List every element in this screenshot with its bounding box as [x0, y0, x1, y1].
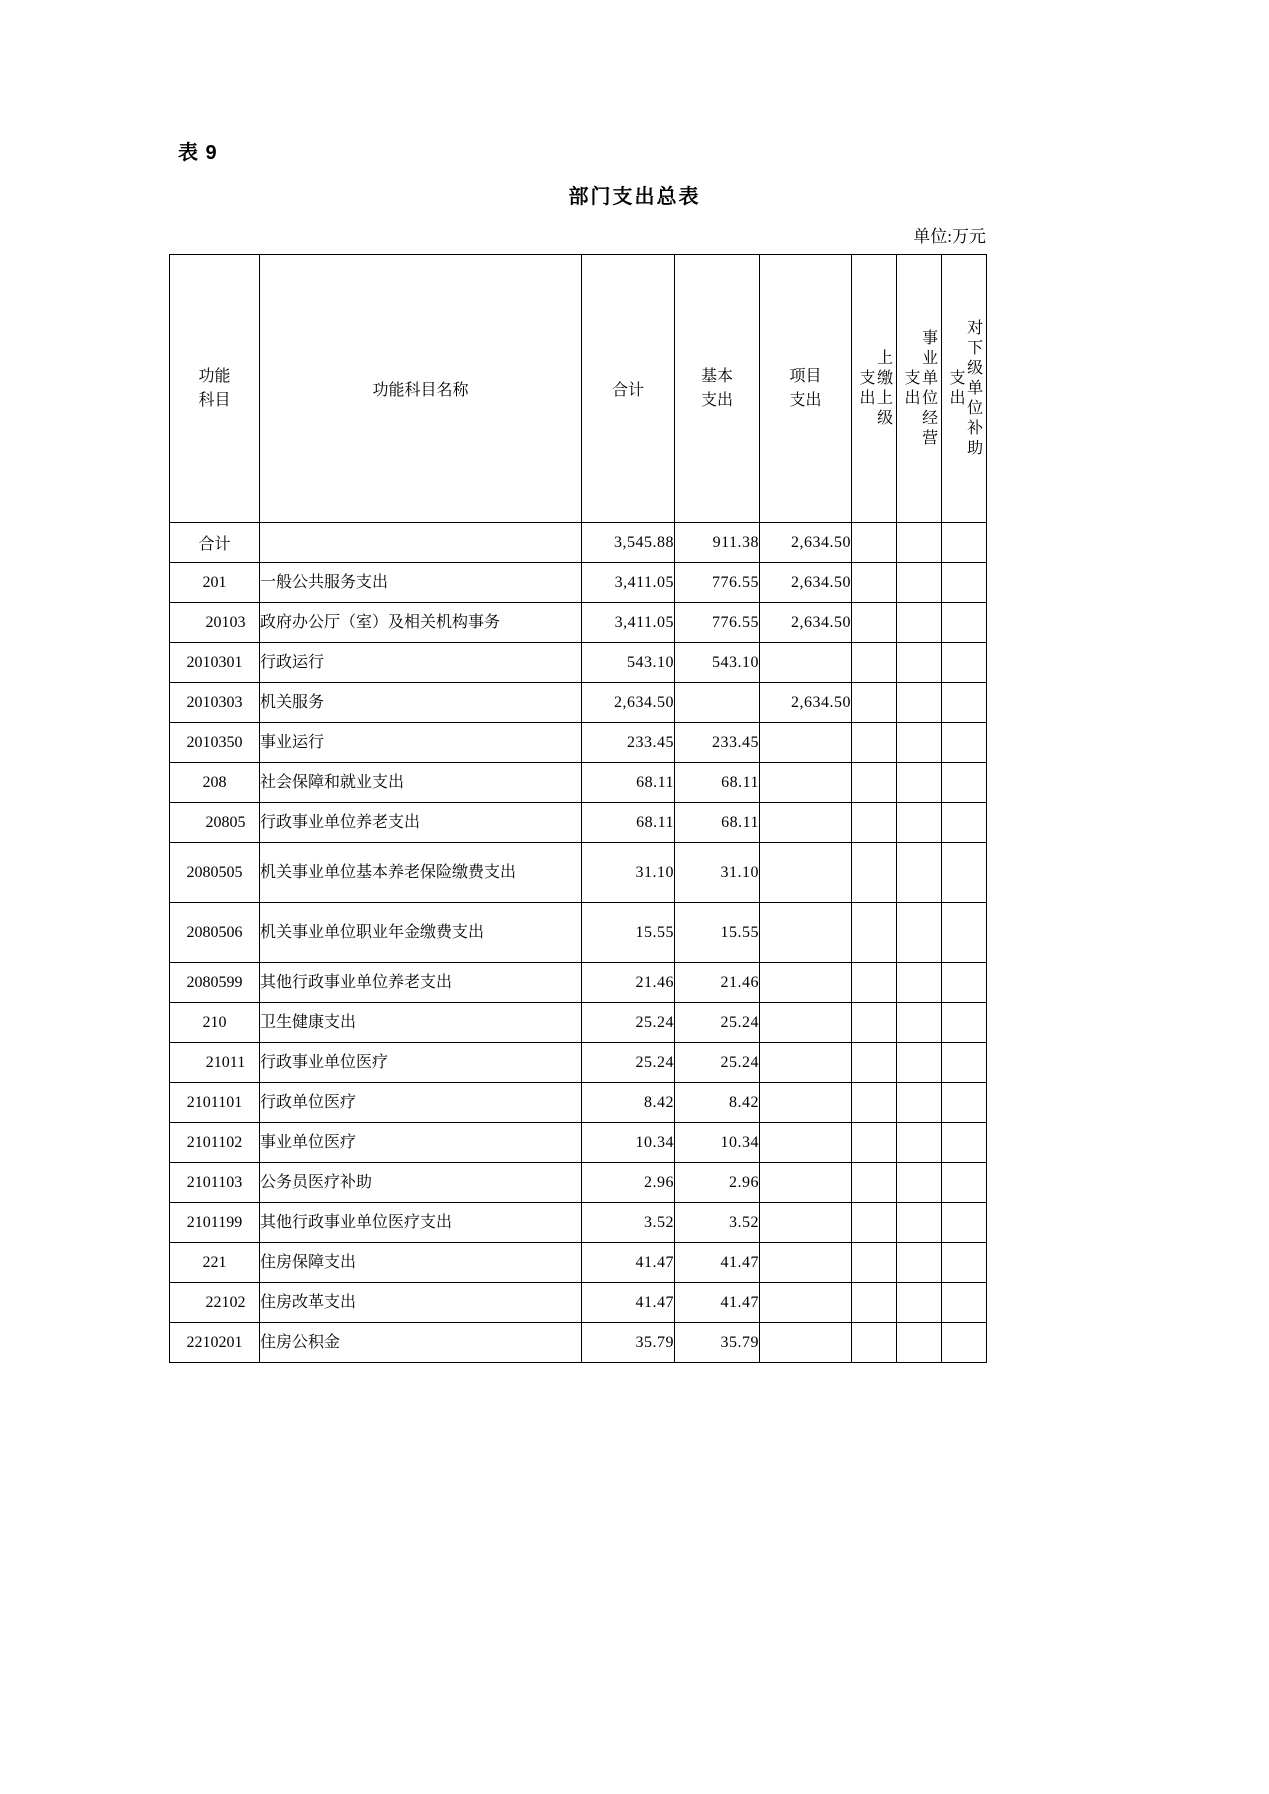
header-biz-line2: 支出	[902, 368, 919, 409]
table-row	[170, 563, 987, 603]
header-biz-line1: 事业单位经营	[919, 328, 937, 449]
cell-business-operation	[897, 843, 942, 903]
page-title: 部门支出总表	[568, 186, 701, 208]
cell-business-operation	[897, 643, 942, 683]
table-row	[170, 1043, 987, 1083]
header-cell-sub	[942, 255, 987, 523]
cell-function-name	[260, 523, 582, 563]
cell-upper-remittance	[852, 1003, 897, 1043]
cell-project-expenditure	[760, 1123, 852, 1163]
cell-function-code: 20805	[170, 803, 260, 843]
cell-subordinate-subsidy	[942, 603, 987, 643]
cell-function-name: 行政事业单位医疗	[260, 1043, 582, 1083]
cell-function-code: 2101102	[170, 1123, 260, 1163]
cell-basic-expenditure: 25.24	[675, 1043, 760, 1083]
cell-total: 68.11	[582, 763, 675, 803]
cell-subordinate-subsidy	[942, 803, 987, 843]
cell-upper-remittance	[852, 683, 897, 723]
cell-function-code: 2010303	[170, 683, 260, 723]
cell-business-operation	[897, 1243, 942, 1283]
header-cell-basic	[675, 255, 760, 523]
table-row	[170, 1123, 987, 1163]
cell-subordinate-subsidy	[942, 843, 987, 903]
cell-upper-remittance	[852, 723, 897, 763]
cell-function-code: 201	[170, 563, 260, 603]
header-cell-name: 功能科目名称	[260, 255, 582, 523]
header-cell-total: 合计	[582, 255, 675, 523]
cell-project-expenditure	[760, 1163, 852, 1203]
cell-function-name: 其他行政事业单位医疗支出	[260, 1203, 582, 1243]
cell-upper-remittance	[852, 763, 897, 803]
cell-function-name: 住房公积金	[260, 1323, 582, 1363]
table-body	[170, 523, 987, 1363]
cell-business-operation	[897, 1163, 942, 1203]
header-project-line1: 项目	[789, 368, 822, 386]
cell-total: 35.79	[582, 1323, 675, 1363]
cell-function-code: 20103	[170, 603, 260, 643]
cell-total: 3,545.88	[582, 523, 675, 563]
cell-subordinate-subsidy	[942, 1003, 987, 1043]
cell-upper-remittance	[852, 1243, 897, 1283]
cell-business-operation	[897, 683, 942, 723]
cell-project-expenditure: 2,634.50	[760, 603, 852, 643]
cell-project-expenditure	[760, 723, 852, 763]
cell-basic-expenditure: 10.34	[675, 1123, 760, 1163]
cell-project-expenditure	[760, 1203, 852, 1243]
cell-function-name: 行政事业单位养老支出	[260, 803, 582, 843]
cell-upper-remittance	[852, 1123, 897, 1163]
cell-basic-expenditure: 68.11	[675, 803, 760, 843]
header-project-line2: 支出	[789, 391, 822, 409]
cell-function-code: 221	[170, 1243, 260, 1283]
cell-basic-expenditure: 41.47	[675, 1243, 760, 1283]
cell-function-code: 2010301	[170, 643, 260, 683]
cell-project-expenditure	[760, 1043, 852, 1083]
table-row	[170, 763, 987, 803]
cell-total: 3,411.05	[582, 563, 675, 603]
cell-business-operation	[897, 1083, 942, 1123]
cell-subordinate-subsidy	[942, 643, 987, 683]
cell-subordinate-subsidy	[942, 963, 987, 1003]
table-row	[170, 843, 987, 903]
cell-basic-expenditure: 543.10	[675, 643, 760, 683]
cell-upper-remittance	[852, 603, 897, 643]
cell-upper-remittance	[852, 903, 897, 963]
cell-subordinate-subsidy	[942, 1323, 987, 1363]
cell-total: 2.96	[582, 1163, 675, 1203]
cell-function-name: 事业单位医疗	[260, 1123, 582, 1163]
cell-basic-expenditure: 25.24	[675, 1003, 760, 1043]
cell-basic-expenditure: 31.10	[675, 843, 760, 903]
table-row	[170, 1243, 987, 1283]
unit-note: 单位:万元	[913, 227, 986, 246]
cell-total: 8.42	[582, 1083, 675, 1123]
header-cell-project	[760, 255, 852, 523]
cell-total: 10.34	[582, 1123, 675, 1163]
cell-function-code: 2080599	[170, 963, 260, 1003]
header-code-line1: 功能	[198, 368, 231, 386]
cell-total: 543.10	[582, 643, 675, 683]
cell-basic-expenditure: 2.96	[675, 1163, 760, 1203]
cell-upper-remittance	[852, 1283, 897, 1323]
table-label: 表 9	[178, 142, 218, 164]
cell-subordinate-subsidy	[942, 1163, 987, 1203]
cell-total: 25.24	[582, 1003, 675, 1043]
cell-total: 41.47	[582, 1243, 675, 1283]
cell-function-name: 机关服务	[260, 683, 582, 723]
cell-business-operation	[897, 1283, 942, 1323]
table-row	[170, 683, 987, 723]
cell-function-code: 2080506	[170, 903, 260, 963]
table-row	[170, 1203, 987, 1243]
cell-project-expenditure	[760, 903, 852, 963]
cell-upper-remittance	[852, 963, 897, 1003]
cell-function-name: 行政运行	[260, 643, 582, 683]
header-upper-line1: 上缴上级	[874, 348, 892, 429]
cell-upper-remittance	[852, 1043, 897, 1083]
cell-total: 2,634.50	[582, 683, 675, 723]
table-row	[170, 723, 987, 763]
cell-function-code: 22102	[170, 1283, 260, 1323]
cell-business-operation	[897, 723, 942, 763]
cell-function-code: 2101103	[170, 1163, 260, 1203]
cell-business-operation	[897, 1203, 942, 1243]
cell-subordinate-subsidy	[942, 1203, 987, 1243]
cell-upper-remittance	[852, 643, 897, 683]
header-sub-line1: 对下级单位补助	[964, 318, 982, 459]
cell-subordinate-subsidy	[942, 563, 987, 603]
cell-basic-expenditure: 776.55	[675, 563, 760, 603]
table-row	[170, 1083, 987, 1123]
table-row	[170, 963, 987, 1003]
cell-total: 25.24	[582, 1043, 675, 1083]
header-basic-line1: 基本	[700, 368, 733, 386]
cell-upper-remittance	[852, 563, 897, 603]
table-row	[170, 643, 987, 683]
cell-business-operation	[897, 523, 942, 563]
cell-subordinate-subsidy	[942, 763, 987, 803]
cell-function-name: 社会保障和就业支出	[260, 763, 582, 803]
cell-function-name: 公务员医疗补助	[260, 1163, 582, 1203]
cell-basic-expenditure: 21.46	[675, 963, 760, 1003]
table-row	[170, 1323, 987, 1363]
cell-function-code: 208	[170, 763, 260, 803]
table-row	[170, 603, 987, 643]
cell-basic-expenditure: 68.11	[675, 763, 760, 803]
cell-project-expenditure	[760, 643, 852, 683]
cell-business-operation	[897, 1323, 942, 1363]
cell-project-expenditure	[760, 843, 852, 903]
cell-function-name: 政府办公厅（室）及相关机构事务	[260, 603, 582, 643]
cell-basic-expenditure: 911.38	[675, 523, 760, 563]
cell-total: 31.10	[582, 843, 675, 903]
cell-function-name: 行政单位医疗	[260, 1083, 582, 1123]
header-upper-line2: 支出	[857, 368, 874, 409]
cell-function-code: 2101199	[170, 1203, 260, 1243]
cell-project-expenditure	[760, 1003, 852, 1043]
cell-upper-remittance	[852, 1163, 897, 1203]
cell-function-code: 合计	[170, 523, 260, 563]
cell-project-expenditure	[760, 1283, 852, 1323]
header-basic-line2: 支出	[700, 391, 733, 409]
cell-function-code: 2080505	[170, 843, 260, 903]
header-sub-line2: 支出	[947, 368, 964, 409]
cell-function-code: 2210201	[170, 1323, 260, 1363]
table-row	[170, 523, 987, 563]
cell-business-operation	[897, 1043, 942, 1083]
cell-total: 21.46	[582, 963, 675, 1003]
cell-upper-remittance	[852, 843, 897, 903]
table-header-row	[170, 255, 987, 523]
cell-business-operation	[897, 1003, 942, 1043]
cell-subordinate-subsidy	[942, 683, 987, 723]
cell-total: 3,411.05	[582, 603, 675, 643]
cell-basic-expenditure: 15.55	[675, 903, 760, 963]
table-row	[170, 803, 987, 843]
cell-basic-expenditure: 776.55	[675, 603, 760, 643]
cell-subordinate-subsidy	[942, 723, 987, 763]
cell-project-expenditure: 2,634.50	[760, 563, 852, 603]
cell-function-code: 2101101	[170, 1083, 260, 1123]
header-cell-upper	[852, 255, 897, 523]
cell-basic-expenditure	[675, 683, 760, 723]
cell-project-expenditure	[760, 963, 852, 1003]
cell-total: 3.52	[582, 1203, 675, 1243]
cell-upper-remittance	[852, 1083, 897, 1123]
cell-function-code: 210	[170, 1003, 260, 1043]
cell-function-name: 卫生健康支出	[260, 1003, 582, 1043]
header-code-line2: 科目	[198, 391, 231, 409]
cell-business-operation	[897, 603, 942, 643]
cell-function-name: 机关事业单位基本养老保险缴费支出	[260, 843, 582, 903]
header-cell-code	[170, 255, 260, 523]
cell-upper-remittance	[852, 1203, 897, 1243]
cell-upper-remittance	[852, 803, 897, 843]
cell-subordinate-subsidy	[942, 1043, 987, 1083]
table-row	[170, 1283, 987, 1323]
cell-project-expenditure: 2,634.50	[760, 523, 852, 563]
cell-subordinate-subsidy	[942, 1243, 987, 1283]
cell-subordinate-subsidy	[942, 523, 987, 563]
cell-total: 41.47	[582, 1283, 675, 1323]
cell-function-name: 机关事业单位职业年金缴费支出	[260, 903, 582, 963]
cell-project-expenditure	[760, 763, 852, 803]
cell-subordinate-subsidy	[942, 1083, 987, 1123]
cell-business-operation	[897, 1123, 942, 1163]
cell-business-operation	[897, 963, 942, 1003]
cell-project-expenditure: 2,634.50	[760, 683, 852, 723]
cell-business-operation	[897, 563, 942, 603]
cell-function-code: 21011	[170, 1043, 260, 1083]
cell-business-operation	[897, 763, 942, 803]
table-row	[170, 1163, 987, 1203]
cell-basic-expenditure: 35.79	[675, 1323, 760, 1363]
expenditure-table	[169, 254, 987, 1363]
cell-upper-remittance	[852, 1323, 897, 1363]
cell-subordinate-subsidy	[942, 1283, 987, 1323]
header-cell-biz	[897, 255, 942, 523]
cell-function-name: 住房保障支出	[260, 1243, 582, 1283]
cell-subordinate-subsidy	[942, 903, 987, 963]
cell-project-expenditure	[760, 1323, 852, 1363]
cell-function-code: 2010350	[170, 723, 260, 763]
cell-basic-expenditure: 233.45	[675, 723, 760, 763]
cell-function-name: 事业运行	[260, 723, 582, 763]
cell-business-operation	[897, 803, 942, 843]
cell-basic-expenditure: 3.52	[675, 1203, 760, 1243]
cell-business-operation	[897, 903, 942, 963]
cell-total: 68.11	[582, 803, 675, 843]
cell-project-expenditure	[760, 1083, 852, 1123]
cell-subordinate-subsidy	[942, 1123, 987, 1163]
cell-basic-expenditure: 41.47	[675, 1283, 760, 1323]
cell-basic-expenditure: 8.42	[675, 1083, 760, 1123]
table-row	[170, 903, 987, 963]
cell-project-expenditure	[760, 803, 852, 843]
cell-total: 15.55	[582, 903, 675, 963]
cell-project-expenditure	[760, 1243, 852, 1283]
cell-upper-remittance	[852, 523, 897, 563]
cell-function-name: 一般公共服务支出	[260, 563, 582, 603]
cell-function-name: 住房改革支出	[260, 1283, 582, 1323]
cell-function-name: 其他行政事业单位养老支出	[260, 963, 582, 1003]
table-row	[170, 1003, 987, 1043]
cell-total: 233.45	[582, 723, 675, 763]
